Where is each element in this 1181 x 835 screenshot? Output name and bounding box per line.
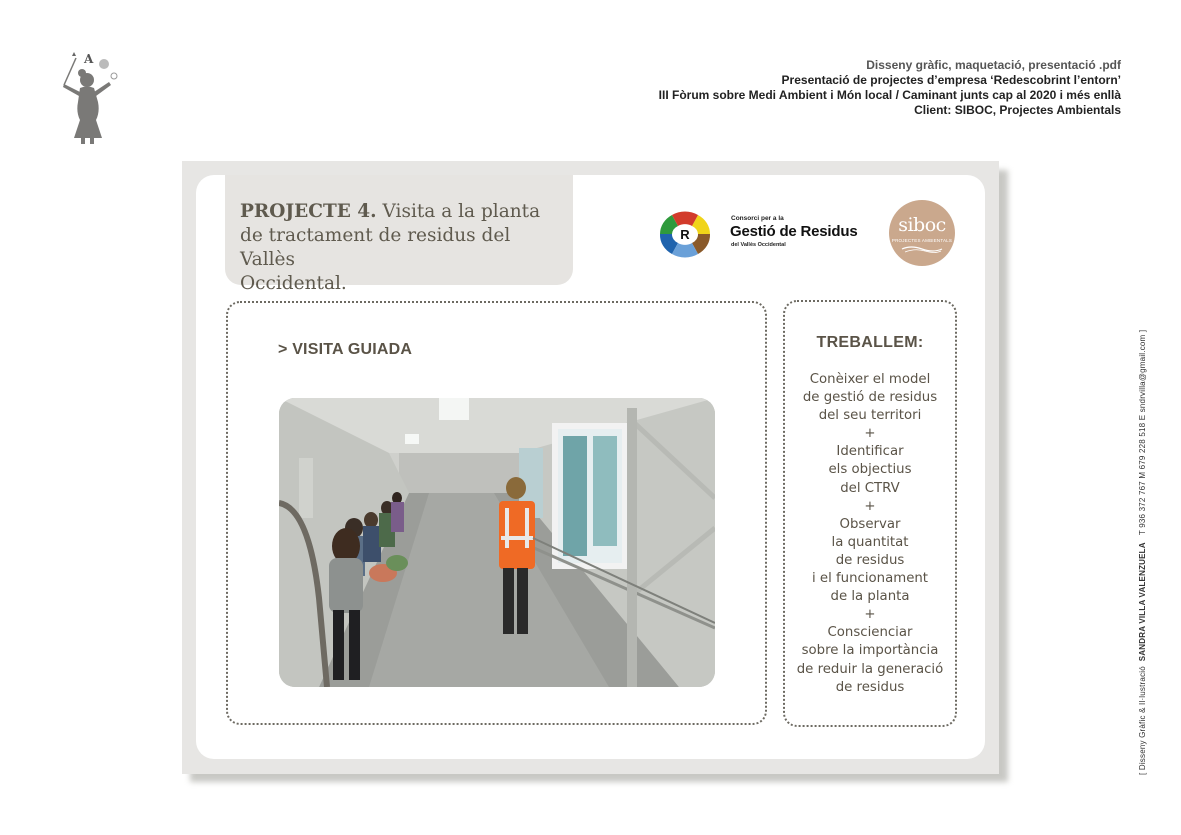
goal-line: sobre la importància	[801, 643, 939, 659]
header-line-4: Client: SIBOC, Projectes Ambientals	[914, 103, 1121, 117]
goal-line: de reduir la generació	[796, 661, 944, 677]
gestio-big-text: Gestió de Residus	[730, 223, 858, 240]
goal-line: de la planta	[830, 589, 910, 605]
side-contact: T 936 372 767 M 679 228 518 E sndrvilla@gmail.com ]	[1138, 329, 1147, 536]
title-line-1: Visita a la planta	[382, 201, 541, 222]
gestio-residus-logo	[652, 208, 872, 260]
svg-text:A: A	[84, 52, 94, 66]
header-line-2: Presentació de projectes d’empresa ‘Redescobrint l’entorn’	[781, 73, 1121, 87]
goals-title: TREBALLEM:	[816, 334, 924, 351]
illustrator-logo-icon	[54, 50, 124, 150]
visit-photo	[279, 398, 715, 687]
goal-line: Conscienciar	[827, 625, 913, 641]
side-author: SANDRA VILLA VALENZUELA	[1138, 542, 1147, 662]
goal-line: del CTRV	[840, 480, 900, 496]
goal-line: la quantitat	[831, 534, 909, 550]
side-prefix: [ Disseny Gràfic & Il·lustració	[1138, 666, 1147, 775]
siboc-logo	[889, 200, 955, 266]
goal-line: Observar	[839, 516, 901, 532]
section-label: > VISITA GUIADA	[278, 341, 413, 358]
siboc-wave-icon	[901, 245, 943, 253]
slide-title	[240, 200, 570, 296]
side-contact-text	[1138, 330, 1147, 775]
goal-line: de residus	[835, 552, 905, 568]
gestio-tiny-text: del Vallès Occidental	[731, 242, 786, 248]
siboc-name: siboc	[898, 214, 946, 236]
goal-line: els objectius	[828, 462, 912, 478]
goal-line: Conèixer el model	[809, 372, 931, 387]
goals-list	[783, 371, 957, 697]
header-line-1: Disseny gràfic, maquetació, presentació .pdf	[866, 58, 1121, 72]
goal-line: Identificar	[836, 444, 904, 460]
title-line-3: Occidental.	[240, 273, 347, 294]
goal-line: de gestió de residus	[802, 390, 938, 406]
goal-separator: +	[864, 426, 876, 442]
title-line-2: de tractament de residus del Vallès	[240, 225, 511, 270]
siboc-sub: PROJECTES AMBIENTALS	[891, 238, 953, 243]
goal-line: i el funcionament	[811, 571, 929, 587]
recycling-ring-icon	[654, 210, 716, 258]
goal-line: del seu territori	[818, 408, 922, 424]
portfolio-header	[659, 58, 1121, 118]
goal-separator: +	[864, 607, 876, 623]
goal-line: de residus	[835, 679, 905, 695]
gestio-small-text: Consorci per a la	[731, 215, 784, 222]
header-line-3: III Fòrum sobre Medi Ambient i Món local / Caminant junts cap al 2020 i més enllà	[658, 88, 1121, 102]
ring-letter: R	[680, 227, 690, 242]
title-project-number: PROJECTE 4.	[240, 201, 377, 222]
corridor-photo-image	[279, 398, 715, 687]
goal-separator: +	[864, 498, 876, 514]
